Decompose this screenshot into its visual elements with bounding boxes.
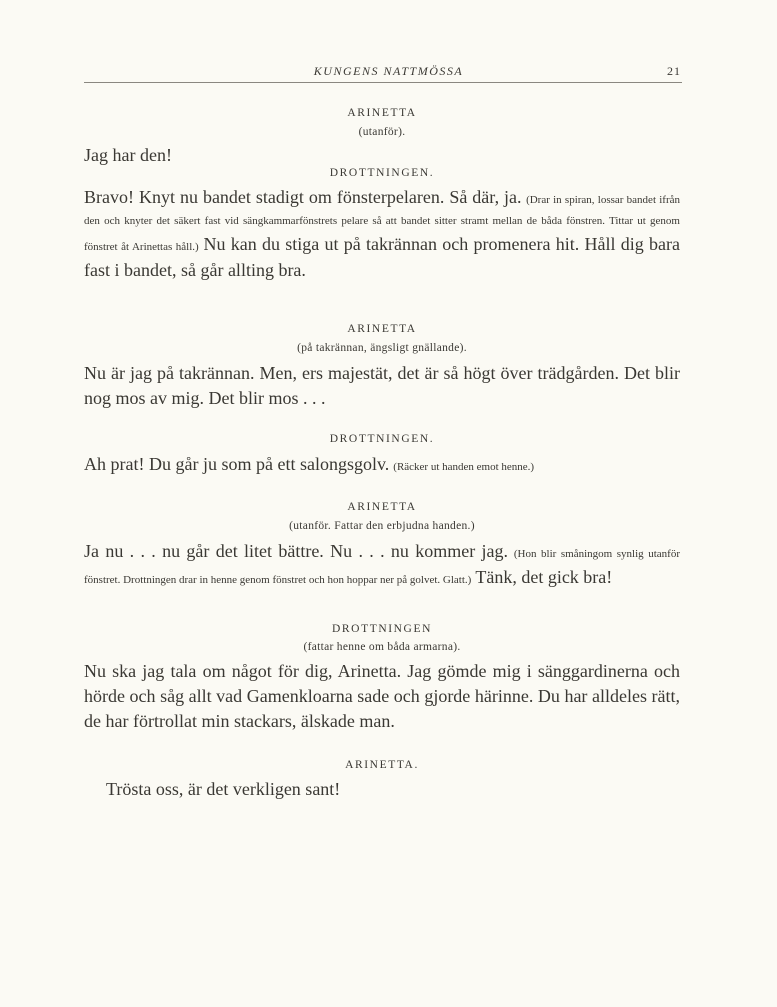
- stage-direction: (Drar in spiran, lossar bandet ifrån den och knyter det säkert fast vid sängkammarfönstrets pelare så att bandet sitter stramt mellan de båda fönstren. Tittar ut genom fönstret åt Arinettas håll.): [84, 194, 681, 253]
- speaker-name: ARINETTA.: [345, 759, 419, 771]
- speech-text: Ja nu . . . nu går det litet bättre. Nu . . . nu kommer jag.: [84, 541, 509, 561]
- speaker-name: ARINETTA: [347, 107, 417, 119]
- speech-text: Nu kan du stiga ut på takrännan och promenera hit. Håll dig bara fast i bandet, så går allting bra.: [84, 234, 680, 280]
- speech-text: Ah prat! Du går ju som på ett salongsgolv.: [84, 454, 390, 474]
- header-rule: [84, 82, 682, 83]
- speaker-name: DROTTNINGEN: [331, 623, 432, 635]
- stage-direction: (på takrännan, ängsligt gnällande).: [297, 342, 467, 354]
- page-number: 21: [667, 64, 681, 78]
- speech-paragraph: [84, 185, 680, 283]
- dialogue-block-drottningen-1: [84, 166, 680, 283]
- dialogue-block-arinetta-2: [84, 322, 680, 411]
- speech-paragraph: Nu är jag på takrännan. Men, ers majestät, det är så högt över trädgården. Det blir nog mos av mig. Det blir mos . . .: [84, 363, 680, 408]
- speech-paragraph: Nu ska jag tala om något för dig, Arinetta. Jag gömde mig i sänggardinerna och hörde och såg allt vad Gamenkloarna sade och gjorde härinne. Du har alldeles rätt, de har förtrollat min stackars, älskade man.: [84, 661, 680, 731]
- stage-direction: (utanför. Fattar den erbjudna handen.): [289, 520, 475, 532]
- speech-text: Tänk, det gick bra!: [475, 567, 613, 587]
- speaker-name: ARINETTA: [347, 323, 417, 335]
- dialogue-block-arinetta-3: [84, 500, 680, 591]
- speech-paragraph: [84, 539, 680, 591]
- dialogue-block-arinetta-1: [84, 106, 680, 168]
- speech-line: Trösta oss, är det verkligen sant!: [106, 779, 341, 799]
- speech-text: Bravo! Knyt nu bandet stadigt om fönsterpelaren. Så där, ja.: [84, 187, 522, 207]
- dialogue-block-drottningen-3: [84, 622, 680, 734]
- speaker-name: DROTTNINGEN.: [329, 167, 435, 179]
- speech-line: Jag har den!: [84, 145, 172, 165]
- stage-direction: (utanför).: [358, 126, 406, 138]
- speech-paragraph: [84, 452, 680, 478]
- speaker-name: ARINETTA: [347, 501, 417, 513]
- running-header-title: KUNGENS NATTMÖSSA: [313, 64, 464, 78]
- dialogue-block-arinetta-4: [84, 758, 680, 802]
- dialogue-block-drottningen-2: [84, 432, 680, 478]
- speaker-name: DROTTNINGEN.: [329, 433, 435, 445]
- stage-direction: (Hon blir småningom synlig utanför fönstret. Drottningen drar in henne genom fönstret och hon hoppar ner på golvet. Glatt.): [84, 548, 681, 586]
- stage-direction: (fattar henne om båda armarna).: [303, 641, 461, 653]
- stage-direction: (Räcker ut handen emot henne.): [393, 461, 535, 473]
